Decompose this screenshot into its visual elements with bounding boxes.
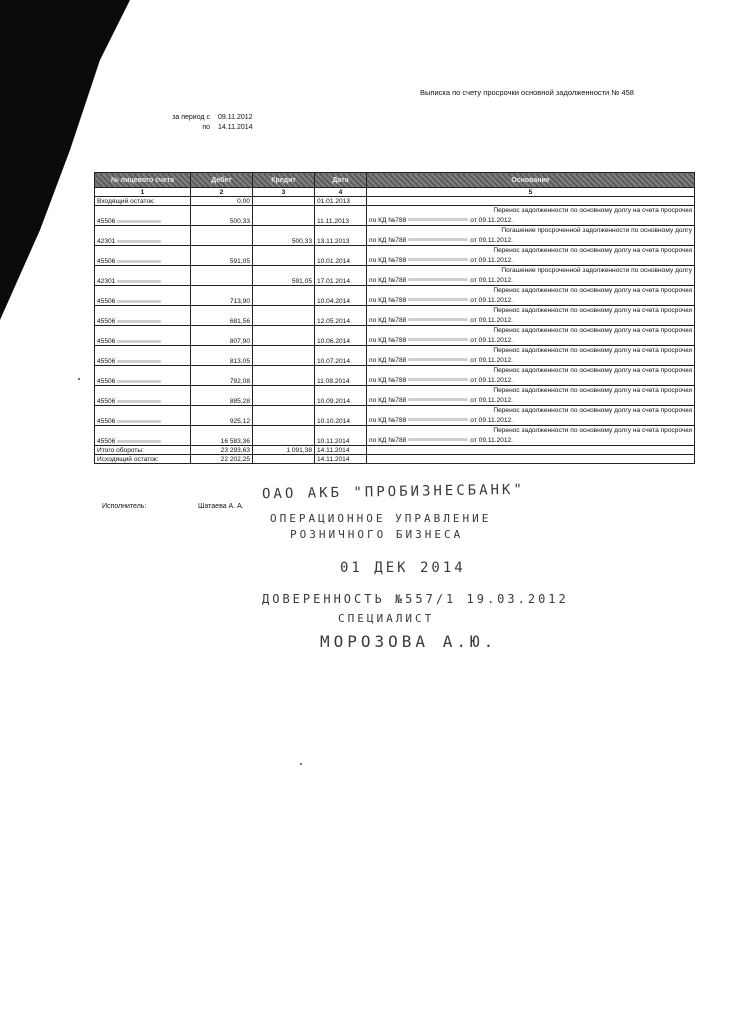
basis-contract-ref: по КД №788 xyxy=(369,316,407,324)
basis-contract-ref: по КД №788 xyxy=(369,396,407,404)
header-account: № лицевого счета xyxy=(95,173,191,188)
redacted-mark xyxy=(408,298,468,301)
col-number: 3 xyxy=(253,188,315,197)
opening-label: Входящий остаток: xyxy=(95,197,191,206)
basis-contract-date: от 09.11.2012. xyxy=(470,396,514,404)
basis-contract-ref: по КД №788 xyxy=(369,416,407,424)
stamp-position: СПЕЦИАЛИСТ xyxy=(338,612,435,625)
account-number: 45506 xyxy=(97,418,116,425)
date-cell: 11.11.2013 xyxy=(315,206,367,226)
basis-cell xyxy=(367,206,695,226)
date-cell: 10.07.2014 xyxy=(315,346,367,366)
redacted-mark xyxy=(408,238,468,241)
table-row xyxy=(95,266,695,286)
date-cell: 13.11.2013 xyxy=(315,226,367,246)
account-number: 45506 xyxy=(97,438,116,445)
scan-speck xyxy=(78,378,80,380)
debit-cell: 16 583,36 xyxy=(191,426,253,446)
redacted-mark xyxy=(117,340,161,343)
redacted-mark xyxy=(408,318,468,321)
period-block xyxy=(150,113,253,133)
account-cell xyxy=(95,246,191,266)
account-cell xyxy=(95,346,191,366)
credit-cell xyxy=(253,326,315,346)
table-row xyxy=(95,246,695,266)
document-title: Выписка по счету просрочки основной задолженности № 458 xyxy=(420,88,634,97)
closing-credit xyxy=(253,455,315,464)
basis-reference-line xyxy=(369,396,692,406)
table-row xyxy=(95,326,695,346)
debit-cell: 713,90 xyxy=(191,286,253,306)
account-number: 45506 xyxy=(97,398,116,405)
basis-contract-ref: по КД №788 xyxy=(369,256,407,264)
redacted-mark xyxy=(408,258,468,261)
redacted-mark xyxy=(117,360,161,363)
basis-contract-ref: по КД №788 xyxy=(369,436,407,444)
table-row xyxy=(95,346,695,366)
col-number: 1 xyxy=(95,188,191,197)
account-cell xyxy=(95,266,191,286)
opening-date: 01.01.2013 xyxy=(315,197,367,206)
totals-label: Итого обороты: xyxy=(95,446,191,455)
stamp-bank-name: ОАО АКБ "ПРОБИЗНЕСБАНК" xyxy=(261,481,525,503)
col-number: 2 xyxy=(191,188,253,197)
closing-balance-row xyxy=(95,455,695,464)
basis-reference-line xyxy=(369,416,692,426)
basis-reference-line xyxy=(369,276,692,286)
account-number: 45506 xyxy=(97,338,116,345)
basis-description: Перенос задолженности по основному долгу на счета просрочки xyxy=(493,367,692,374)
table-row xyxy=(95,226,695,246)
debit-cell: 792,08 xyxy=(191,366,253,386)
period-from-label: за период с xyxy=(172,114,210,121)
basis-contract-date: от 09.11.2012. xyxy=(470,256,514,264)
redacted-mark xyxy=(117,320,161,323)
debit-cell xyxy=(191,226,253,246)
credit-cell xyxy=(253,286,315,306)
basis-description: Перенос задолженности по основному долгу на счета просрочки xyxy=(493,287,692,294)
scan-speck xyxy=(300,763,302,765)
table-row xyxy=(95,286,695,306)
redacted-mark xyxy=(408,358,468,361)
closing-date: 14.11.2014 xyxy=(315,455,367,464)
basis-contract-date: от 09.11.2012. xyxy=(470,416,514,424)
totals-debit: 23 293,63 xyxy=(191,446,253,455)
basis-reference-line xyxy=(369,296,692,306)
column-number-row xyxy=(95,188,695,197)
credit-cell xyxy=(253,366,315,386)
basis-reference-line xyxy=(369,436,692,446)
credit-cell xyxy=(253,246,315,266)
basis-contract-date: от 09.11.2012. xyxy=(470,336,514,344)
totals-row xyxy=(95,446,695,455)
table-row xyxy=(95,406,695,426)
basis-contract-date: от 09.11.2012. xyxy=(470,376,514,384)
debit-cell: 807,90 xyxy=(191,326,253,346)
basis-contract-date: от 09.11.2012. xyxy=(470,276,514,284)
scan-dark-edge xyxy=(0,0,34,1024)
stamp-signatory: МОРОЗОВА А.Ю. xyxy=(320,632,498,651)
debit-cell: 925,12 xyxy=(191,406,253,426)
basis-reference-line xyxy=(369,356,692,366)
account-number: 45506 xyxy=(97,358,116,365)
basis-description: Погашение просроченной задолженности по основному долгу xyxy=(501,227,692,234)
basis-contract-ref: по КД №788 xyxy=(369,376,407,384)
period-from-value: 09.11.2012 xyxy=(218,114,253,121)
date-cell: 17.01.2014 xyxy=(315,266,367,286)
table-row xyxy=(95,386,695,406)
date-cell: 10.04.2014 xyxy=(315,286,367,306)
account-cell xyxy=(95,286,191,306)
basis-reference-line xyxy=(369,376,692,386)
redacted-mark xyxy=(117,420,161,423)
basis-contract-ref: по КД №788 xyxy=(369,296,407,304)
credit-cell xyxy=(253,306,315,326)
basis-cell xyxy=(367,426,695,446)
account-number: 45506 xyxy=(97,378,116,385)
opening-balance-row xyxy=(95,197,695,206)
table-row xyxy=(95,426,695,446)
date-cell: 10.01.2014 xyxy=(315,246,367,266)
account-cell xyxy=(95,426,191,446)
basis-description: Перенос задолженности по основному долгу на счета просрочки xyxy=(493,307,692,314)
basis-contract-date: от 09.11.2012. xyxy=(470,216,514,224)
basis-contract-ref: по КД №788 xyxy=(369,336,407,344)
account-cell xyxy=(95,226,191,246)
basis-description: Перенос задолженности по основному долгу на счета просрочки xyxy=(493,407,692,414)
basis-contract-ref: по КД №788 xyxy=(369,236,407,244)
opening-debit: 0,00 xyxy=(191,197,253,206)
redacted-mark xyxy=(117,400,161,403)
table-header-row xyxy=(95,173,695,188)
basis-cell xyxy=(367,286,695,306)
basis-cell xyxy=(367,346,695,366)
stamp-department-2: РОЗНИЧНОГО БИЗНЕСА xyxy=(290,528,464,541)
date-cell: 10.11.2014 xyxy=(315,426,367,446)
basis-cell xyxy=(367,246,695,266)
redacted-mark xyxy=(117,380,161,383)
account-cell xyxy=(95,206,191,226)
basis-cell xyxy=(367,386,695,406)
table-row xyxy=(95,206,695,226)
basis-cell xyxy=(367,266,695,286)
basis-contract-date: от 09.11.2012. xyxy=(470,356,514,364)
basis-contract-ref: по КД №788 xyxy=(369,276,407,284)
header-date: Дата xyxy=(315,173,367,188)
basis-cell xyxy=(367,326,695,346)
basis-contract-ref: по КД №788 xyxy=(369,356,407,364)
credit-cell xyxy=(253,206,315,226)
account-number: 45506 xyxy=(97,318,116,325)
basis-cell xyxy=(367,306,695,326)
basis-reference-line xyxy=(369,256,692,266)
basis-reference-line xyxy=(369,316,692,326)
debit-cell xyxy=(191,266,253,286)
basis-contract-date: от 09.11.2012. xyxy=(470,236,514,244)
date-cell: 10.10.2014 xyxy=(315,406,367,426)
executor-label: Исполнитель: xyxy=(102,503,147,510)
credit-cell xyxy=(253,346,315,366)
redacted-mark xyxy=(117,300,161,303)
totals-basis xyxy=(367,446,695,455)
header-debit: Дебет xyxy=(191,173,253,188)
redacted-mark xyxy=(408,218,468,221)
credit-cell: 500,33 xyxy=(253,226,315,246)
basis-cell xyxy=(367,366,695,386)
account-cell xyxy=(95,366,191,386)
debit-cell: 591,05 xyxy=(191,246,253,266)
debit-cell: 681,56 xyxy=(191,306,253,326)
redacted-mark xyxy=(117,440,161,443)
period-to-value: 14.11.2014 xyxy=(218,124,253,131)
basis-description: Перенос задолженности по основному долгу на счета просрочки xyxy=(493,347,692,354)
basis-reference-line xyxy=(369,236,692,246)
stamp-date: 01 ДЕК 2014 xyxy=(340,560,466,576)
account-number: 45506 xyxy=(97,218,116,225)
closing-basis xyxy=(367,455,695,464)
totals-date: 14.11.2014 xyxy=(315,446,367,455)
account-number: 45506 xyxy=(97,298,116,305)
redacted-mark xyxy=(408,438,468,441)
credit-cell: 591,05 xyxy=(253,266,315,286)
debit-cell: 500,33 xyxy=(191,206,253,226)
basis-description: Перенос задолженности по основному долгу на счета просрочки xyxy=(493,247,692,254)
table-row xyxy=(95,306,695,326)
stamp-department: ОПЕРАЦИОННОЕ УПРАВЛЕНИЕ xyxy=(270,512,492,525)
redacted-mark xyxy=(408,378,468,381)
redacted-mark xyxy=(117,280,161,283)
period-to-label: по xyxy=(202,124,210,131)
redacted-mark xyxy=(117,260,161,263)
date-cell: 11.08.2014 xyxy=(315,366,367,386)
statement-table xyxy=(94,172,695,464)
debit-cell: 813,05 xyxy=(191,346,253,366)
credit-cell xyxy=(253,426,315,446)
account-cell xyxy=(95,406,191,426)
basis-description: Перенос задолженности по основному долгу на счета просрочки xyxy=(493,327,692,334)
account-number: 42301 xyxy=(97,278,116,285)
basis-reference-line xyxy=(369,336,692,346)
header-credit: Кредит xyxy=(253,173,315,188)
redacted-mark xyxy=(117,220,161,223)
closing-label: Исходящий остаток: xyxy=(95,455,191,464)
basis-contract-ref: по КД №788 xyxy=(369,216,407,224)
basis-contract-date: от 09.11.2012. xyxy=(470,316,514,324)
basis-cell xyxy=(367,226,695,246)
totals-credit: 1 091,38 xyxy=(253,446,315,455)
basis-description: Погашение просроченной задолженности по основному долгу xyxy=(501,267,692,274)
closing-debit: 22 202,25 xyxy=(191,455,253,464)
redacted-mark xyxy=(408,338,468,341)
basis-contract-date: от 09.11.2012. xyxy=(470,436,514,444)
account-number: 42301 xyxy=(97,238,116,245)
table-row xyxy=(95,366,695,386)
debit-cell: 885,28 xyxy=(191,386,253,406)
basis-description: Перенос задолженности по основному долгу на счета просрочки xyxy=(493,387,692,394)
account-cell xyxy=(95,326,191,346)
credit-cell xyxy=(253,406,315,426)
redacted-mark xyxy=(408,418,468,421)
basis-contract-date: от 09.11.2012. xyxy=(470,296,514,304)
col-number: 4 xyxy=(315,188,367,197)
basis-reference-line xyxy=(369,216,692,226)
executor-name: Шатаева А. А. xyxy=(198,503,244,510)
date-cell: 12.05.2014 xyxy=(315,306,367,326)
opening-credit xyxy=(253,197,315,206)
account-number: 45506 xyxy=(97,258,116,265)
stamp-power-of-attorney: ДОВЕРЕННОСТЬ №557/1 19.03.2012 xyxy=(262,592,569,606)
date-cell: 10.09.2014 xyxy=(315,386,367,406)
credit-cell xyxy=(253,386,315,406)
redacted-mark xyxy=(408,398,468,401)
account-cell xyxy=(95,306,191,326)
col-number: 5 xyxy=(367,188,695,197)
account-cell xyxy=(95,386,191,406)
basis-description: Перенос задолженности по основному долгу на счета просрочки xyxy=(493,427,692,434)
basis-cell xyxy=(367,406,695,426)
basis-description: Перенос задолженности по основному долгу на счета просрочки xyxy=(493,207,692,214)
date-cell: 10.06.2014 xyxy=(315,326,367,346)
header-basis: Основание xyxy=(367,173,695,188)
redacted-mark xyxy=(408,278,468,281)
opening-basis xyxy=(367,197,695,206)
redacted-mark xyxy=(117,240,161,243)
